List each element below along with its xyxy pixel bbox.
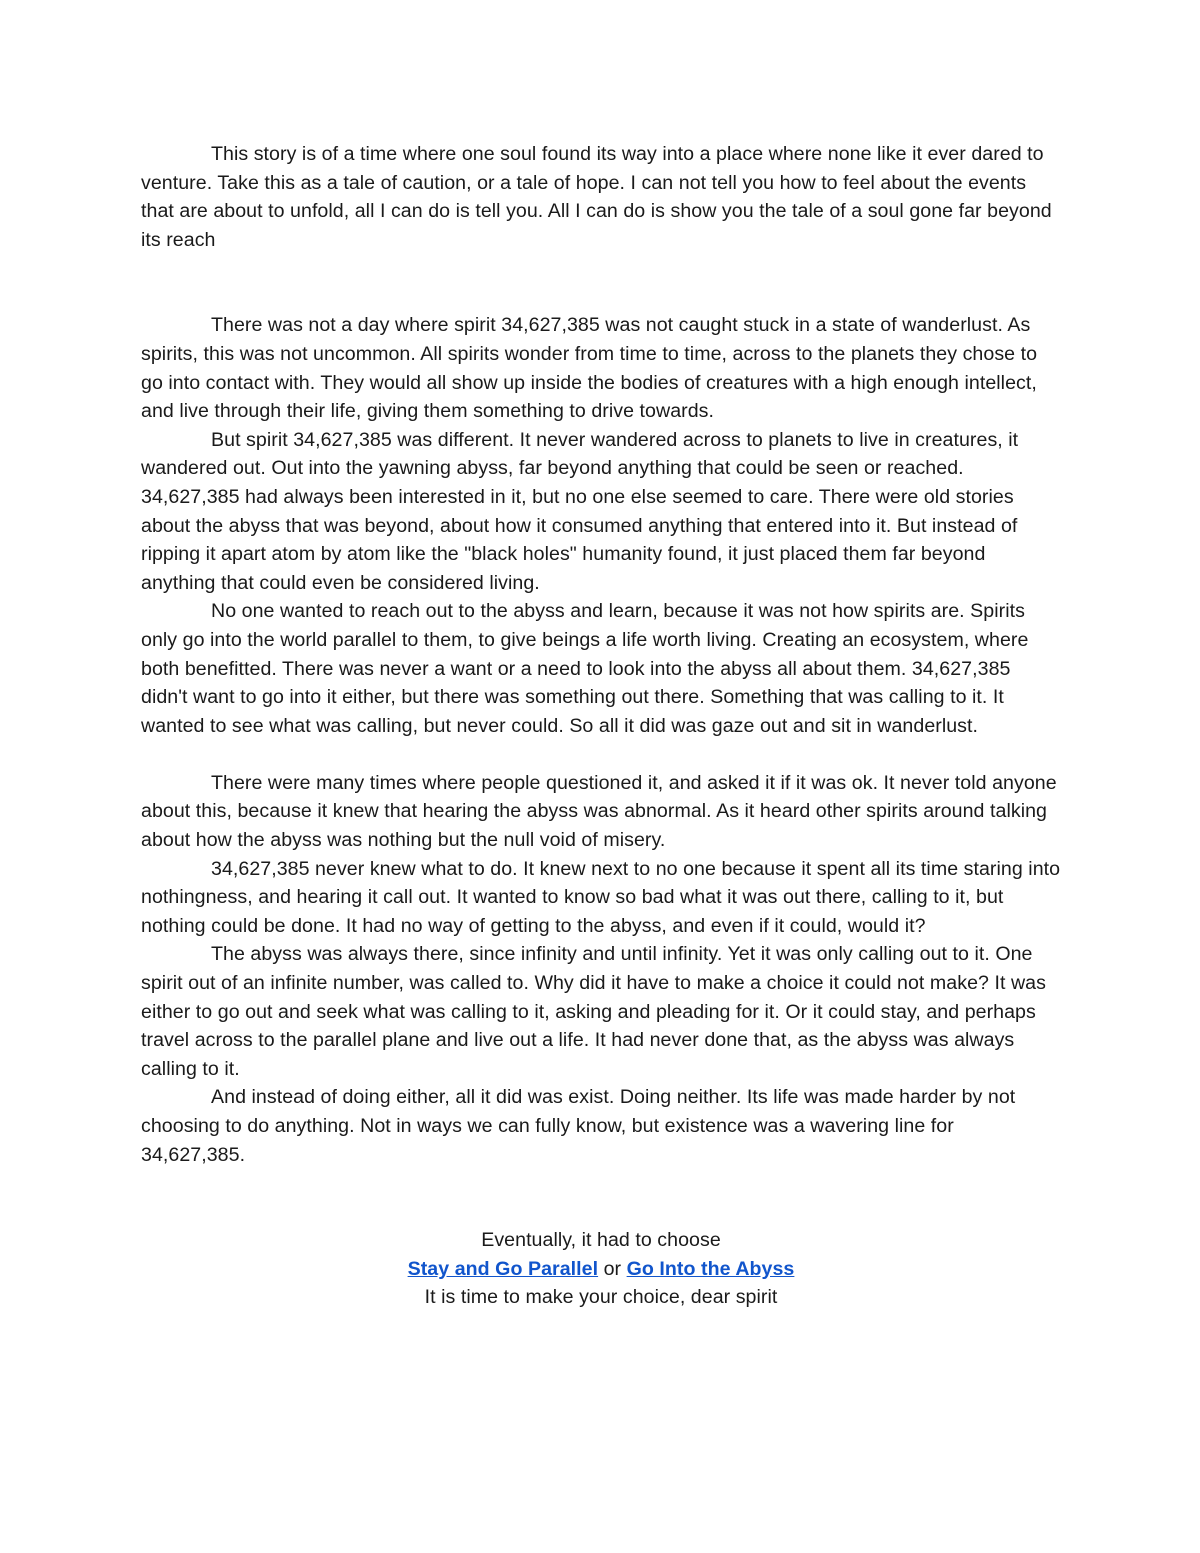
story-paragraph: But spirit 34,627,385 was different. It never wandered across to planets to live in creatures, it wandered out. Out into the yawning abyss, far beyond anything that could be seen or reached. 34,627,385 had always been interested in it, but no one else seemed to care. There were old stories about the abyss that was beyond, about how it consumed anything that entered into it. But instead of ripping it apart atom by atom like the "black holes" humanity found, it just placed them far beyond anything that could even be considered living. xyxy=(141,428,1019,594)
closing-line: It is time to make your choice, dear spirit xyxy=(424,1286,778,1309)
choice-separator: or xyxy=(598,1257,627,1280)
spacer xyxy=(141,740,1061,769)
story-paragraph: There was not a day where spirit 34,627,385 was not caught stuck in a state of wanderlust. As spirits, this was not uncommon. All spirits wonder from time to time, across to the planets they chose to go into contact with. They would all show up inside the bodies of creatures with a high enough intellect, and live through their life, giving them something to drive towards. xyxy=(141,314,1038,423)
choice-prompt: Eventually, it had to choose xyxy=(481,1229,721,1252)
intro-paragraph: This story is of a time where one soul found its way into a place where none like it ever dared to venture. Take this as a tale of caution, or a tale of hope. I can not tell you how to feel about the events that are about to unfold, all I can do is tell you. All I can do is show you the tale of a soul gone far beyond its reach xyxy=(141,143,1052,251)
story-paragraph: 34,627,385 never knew what to do. It knew next to no one because it spent all its time staring into nothingness, and hearing it call out. It wanted to know so bad what it was out there, calling to it, but nothing could be done. It had no way of getting to the abyss, and even if it could, would it? xyxy=(141,857,1061,937)
spacer xyxy=(141,254,1061,311)
choice-line xyxy=(141,1255,1061,1284)
story-paragraph: And instead of doing either, all it did was exist. Doing neither. Its life was made harder by not choosing to do anything. Not in ways we can fully know, but existence was a wavering line for 34,627,385. xyxy=(141,1086,1016,1166)
spacer xyxy=(141,1169,1061,1226)
stay-and-go-parallel-link[interactable]: Stay and Go Parallel xyxy=(407,1257,599,1280)
go-into-the-abyss-link[interactable]: Go Into the Abyss xyxy=(626,1257,795,1280)
document-page xyxy=(141,140,1061,1312)
story-paragraph: No one wanted to reach out to the abyss and learn, because it was not how spirits are. Spirits only go into the world parallel to them, to give beings a life worth living. Creating an ecosystem, where both benefitted. There was never a want or a need to look into the abyss all about them. 34,627,385 didn't want to go into it either, but there was something out there. Something that was calling to it. It wanted to see what was calling, but never could. So all it did was gaze out and sit in wanderlust. xyxy=(141,600,1029,737)
story-paragraph: The abyss was always there, since infinity and until infinity. Yet it was only calling out to it. One spirit out of an infinite number, was called to. Why did it have to make a choice it could not make? It was either to go out and seek what was calling to it, asking and pleading for it. Or it could stay, and perhaps travel across to the parallel plane and live out a life. It had never done that, as the abyss was always calling to it. xyxy=(141,943,1046,1080)
story-paragraph: There were many times where people questioned it, and asked it if it was ok. It never told anyone about this, because it knew that hearing the abyss was abnormal. As it heard other spirits around talking about how the abyss was nothing but the null void of misery. xyxy=(141,771,1057,852)
